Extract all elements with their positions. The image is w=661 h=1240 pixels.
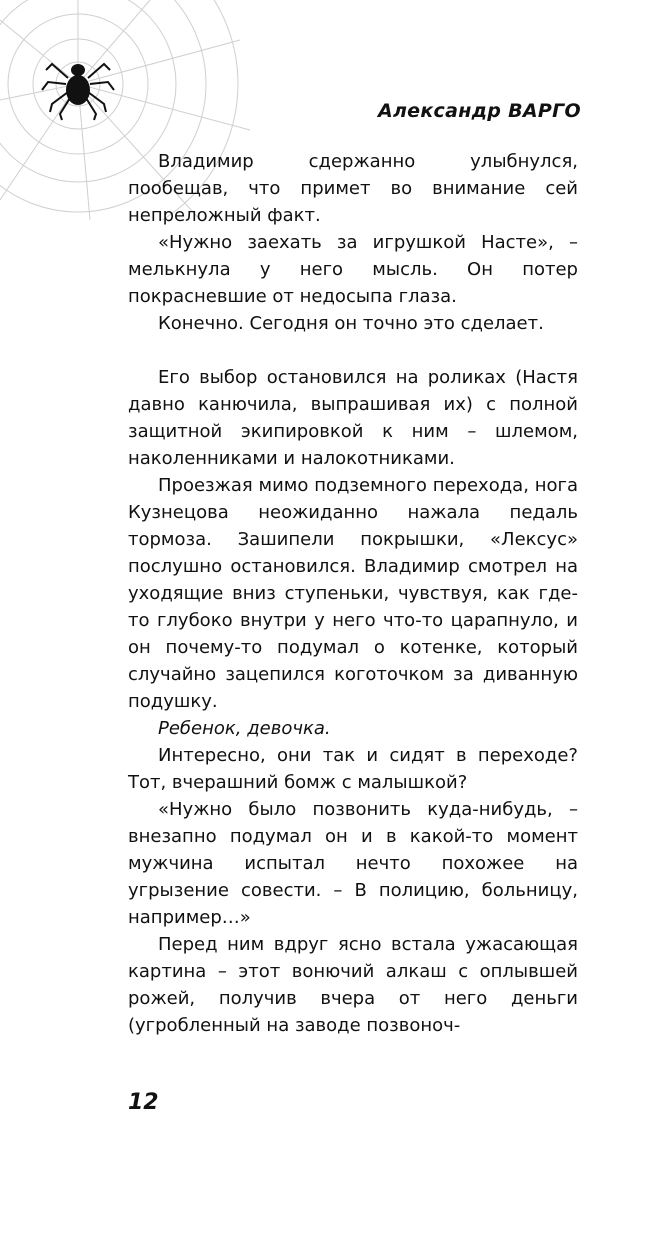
- paragraph: Интересно, они так и сидят в переходе? Тот, вчерашний бомж с малышкой?: [128, 745, 578, 793]
- body-text: [128, 148, 578, 1039]
- paragraph: «Нужно заехать за игрушкой Насте», – мелькнула у него мысль. Он потер покрасневшие от недосыпа глаза.: [128, 232, 578, 307]
- paragraph: Проезжая мимо подземного перехода, нога Кузнецова неожиданно нажала педаль тормоза. Зашипели покрышки, «Лексус» послушно остановился. Владимир смотрел на уходящие вниз ступеньки, чувствуя, как где-то глубоко внутри у него что-то царапнуло, и он почему-то подумал о котенке, который случайно зацепился коготочком за диванную подушку.: [128, 475, 578, 712]
- running-header-author: Александр ВАРГО: [377, 100, 581, 122]
- page-number: 12: [128, 1090, 159, 1115]
- paragraph: Перед ним вдруг ясно встала ужасающая картина – этот вонючий алкаш с оплывшей рожей, получив вчера от него деньги (угробленный на заводе позвоноч-: [128, 934, 578, 1036]
- paragraph-italic: Ребенок, девочка.: [158, 718, 331, 739]
- paragraph: Конечно. Сегодня он точно это сделает.: [158, 313, 544, 334]
- paragraph: Его выбор остановился на роликах (Настя давно канючила, выпрашивая их) с полной защитной экипировкой к ним – шлемом, наколенниками и налокотниками.: [128, 367, 578, 469]
- paragraph: Владимир сдержанно улыбнулся, пообещав, что примет во внимание сей непреложный факт.: [128, 151, 578, 226]
- paragraph: «Нужно было позвонить куда-нибудь, – внезапно подумал он и в какой-то момент мужчина испытал нечто похожее на угрызение совести. – В полицию, больницу, например…»: [128, 799, 578, 928]
